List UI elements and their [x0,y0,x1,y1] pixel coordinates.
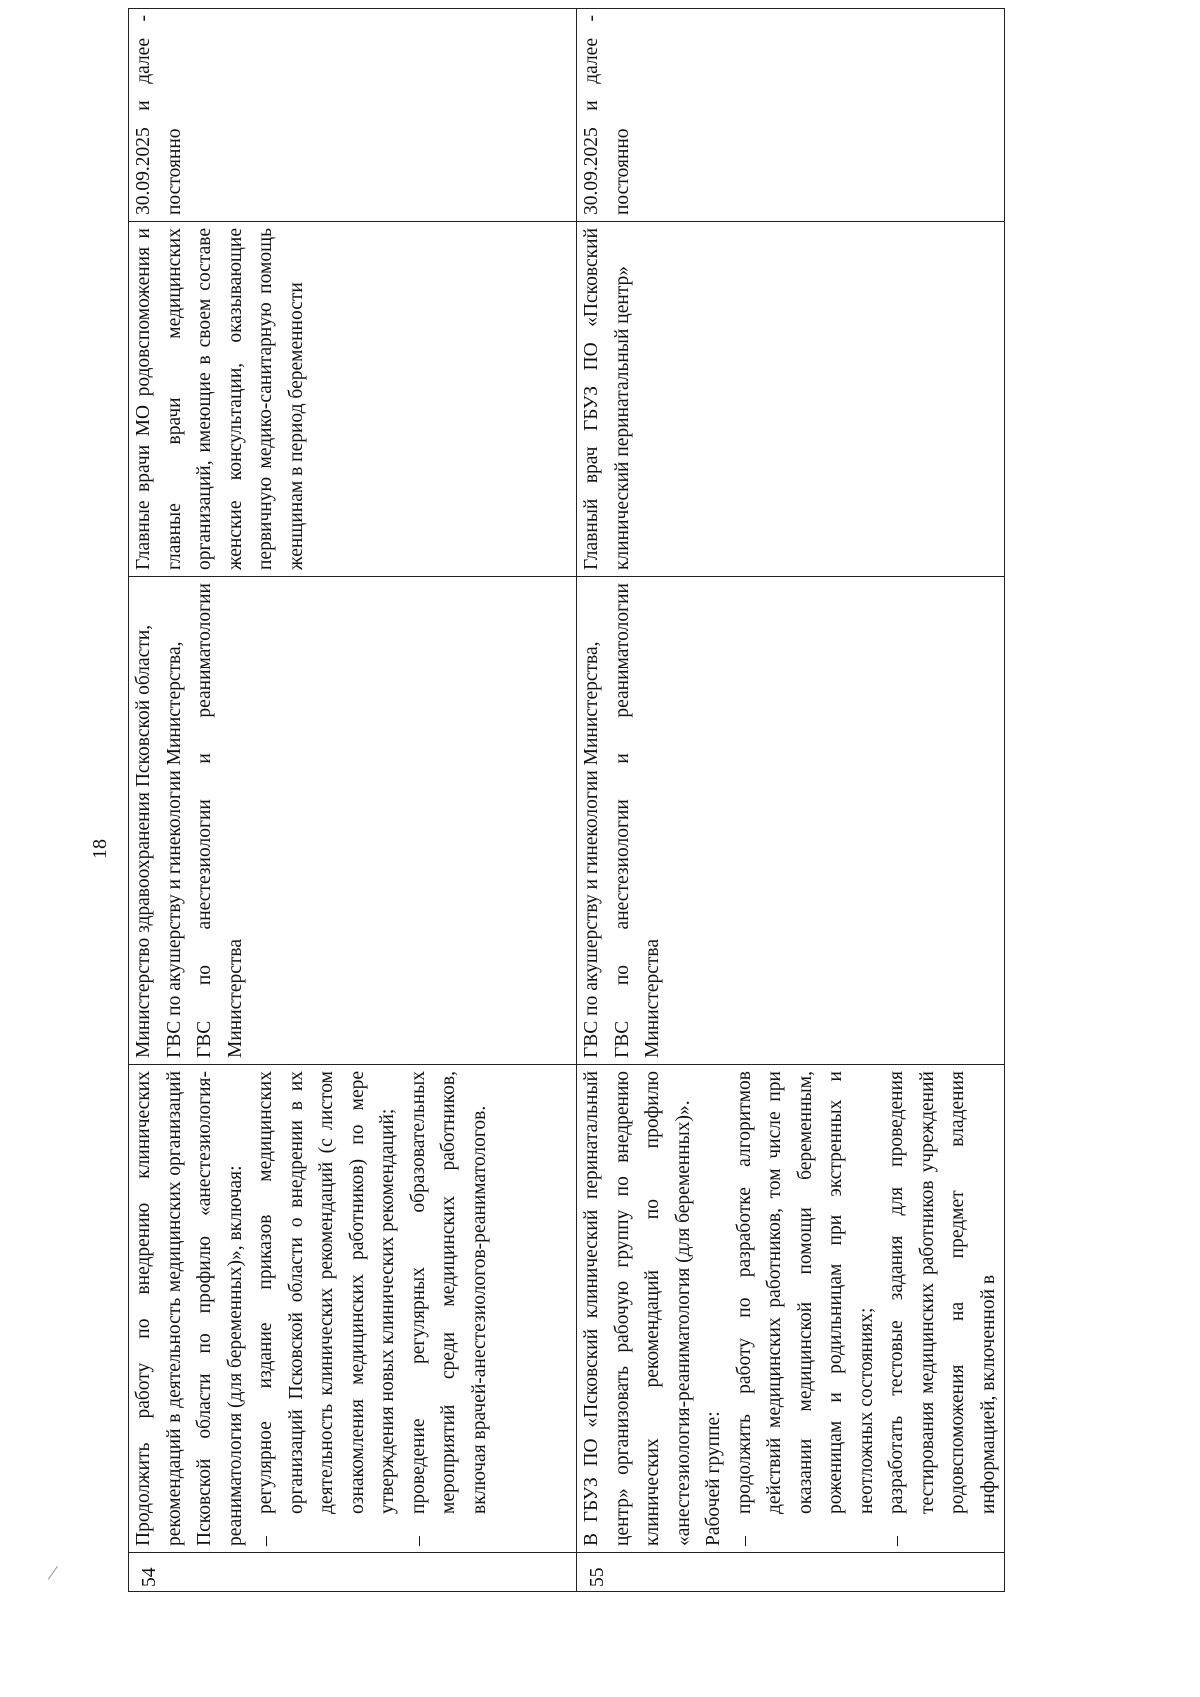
responsible-cell [577,577,1005,1065]
list-item [730,1071,883,1546]
responsible-cell [129,577,577,1065]
responsible-line: ГВС по анестезиологии и реаниматологии Министерства [611,583,663,1058]
activity-cell [129,1065,577,1553]
responsible-line: Министерство здравоохранения Псковской области, [133,624,154,1058]
list-item-text: продолжить работу по разработке алгоритмов действий медицинских работников, том числе при оказании медицинской помощи беременным, роженицам и родильницам при экстренных и неотложных состояниях; [733,1071,877,1514]
responsible-line: ГВС по акушерству и гинекологии Министерства, [163,641,185,1058]
executors-cell: Главные врачи МО родовспоможения и главные врачи медицинских организаций, имеющие в своем составе женские консультации, оказывающие первичную медико-санитарную помощь женщинам в период беременности [129,222,577,577]
list-item [882,1071,1004,1546]
row-number: 55 [577,1553,1005,1592]
dash-marker: – [733,1536,755,1546]
row-number: 54 [129,1553,577,1592]
dash-marker: – [886,1536,907,1546]
activity-intro: В ГБУЗ ПО «Псковский клинический перинатальный центр» организовать рабочую группу по внедрению клинических рекомендаций по профилю «анестезиология-реаниматология (для беременных)». [581,1071,694,1546]
deadline-cell: 30.09.2025 и далее - постоянно [129,9,577,222]
table-row [129,9,577,1592]
plan-table [128,8,1005,1592]
dash-marker: – [407,1536,429,1546]
list-item-text: разработать тестовые задания для проведения тестирования медицинских работников учреждений родовспоможения на предмет владения информацией, включенной в [886,1071,999,1514]
deadline-cell: 30.09.2025 и далее - постоянно [577,9,1005,222]
activity-intro: Продолжить работу по внедрению клинических рекомендаций в деятельность медицинских организаций Псковской области по профилю «анестезиология-реаниматология (для беременных)», включая: [133,1071,246,1546]
executors-cell: Главный врач ГБУЗ ПО «Псковский клинический перинатальный центр» [577,222,1005,577]
rotated-page-content [128,15,999,1592]
list-item [404,1071,496,1546]
scan-artifact [48,1566,61,1582]
activity-group-label: Рабочей группе: [703,1411,724,1546]
dash-marker: – [255,1536,276,1546]
list-item [251,1071,404,1546]
table-row [577,9,1005,1592]
list-item-text: проведение регулярных образовательных мероприятий среди медицинских работников, включая врачей-анестезиологов-реаниматологов. [407,1071,490,1514]
activity-cell [577,1065,1005,1553]
responsible-line: ГВС по акушерству и гинекологии Министерства, [581,641,602,1058]
list-item-text: регулярное издание приказов медицинских организаций Псковской области о внедрении в их деятельность клинических рекомендаций (с листом ознакомления медицинских работников) по мере утверждения новых клинических рекомендаций; [255,1071,398,1514]
responsible-line: ГВС по анестезиологии и реаниматологии Министерства [194,583,246,1058]
page-number: 18 [88,839,111,859]
